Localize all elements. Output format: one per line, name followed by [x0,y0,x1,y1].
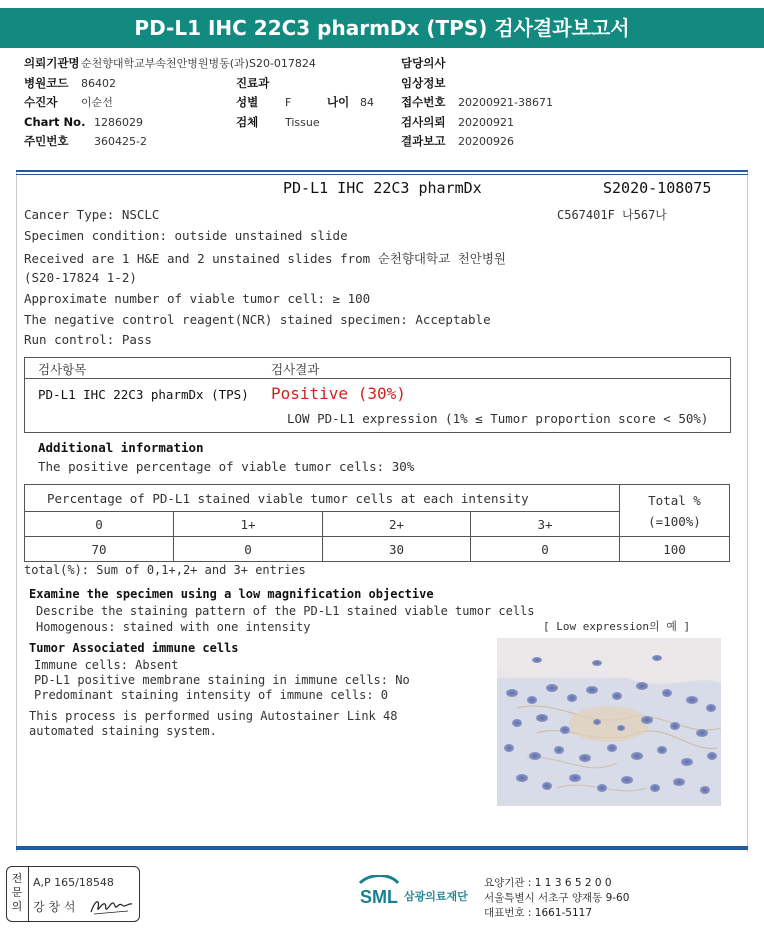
value-cell: 0 [471,537,620,562]
expression-level: LOW PD-L1 expression (1% ≤ Tumor proportion score < 50%) [287,411,709,426]
dept-label: 진료과 [236,75,270,90]
total-header [620,485,730,537]
ncr-status: The negative control reagent(NCR) stained specimen: Acceptable [24,312,491,327]
header-col-3 [401,54,553,152]
ref-code: C567401F 나567나 [557,208,667,222]
process-line-2: automated staining system. [29,724,217,738]
value-cell: 0 [174,537,323,562]
image-caption: [ Low expression의 예 ] [543,620,691,633]
header-value: 20200926 [458,135,514,148]
total-note: total(%): Sum of 0,1+,2+ and 3+ entries [24,563,306,577]
total-label-2: (=100%) [648,513,701,529]
table-row [25,537,730,562]
report-top-rule [16,170,748,172]
header-value: 1286029 [94,115,143,129]
test-item-header: 검사항목 [38,362,87,377]
org-phone: 대표번호 : 1661-5117 [484,907,593,919]
immune-line-1: Immune cells: Absent [34,658,179,672]
value-cell: 70 [25,537,174,562]
table-row [25,485,730,512]
header-label: 의뢰기관명 [24,56,80,70]
header-value: 이순선 [81,96,113,109]
viable-cells: Approximate number of viable tumor cell: ≥ 100 [24,291,371,306]
specimen-label: 검체 [236,114,259,129]
test-result-header: 검사결과 [271,362,320,377]
signature [88,894,134,918]
intensity-cell: 0 [25,512,174,537]
run-control: Run control: Pass [24,332,152,347]
ap-number: A,P 165/18548 [33,876,114,889]
report-top-rule-thin [16,174,748,175]
header-label: 검사의뢰 [401,114,446,129]
specimen-value: Tissue [285,115,320,129]
immune-line-2: PD-L1 positive membrane staining in immune cells: No [34,673,410,687]
sml-logo [356,875,402,911]
examine-line-1: Describe the staining pattern of the PD-L1 stained viable tumor cells [36,604,535,618]
report-id: S2020-108075 [603,179,712,197]
tumor-immune-title: Tumor Associated immune cells [29,641,239,655]
org-name: 삼광의료재단 [404,890,468,903]
age-value: 84 [360,96,374,109]
process-line-1: This process is performed using Autostainer Link 48 [29,709,398,723]
additional-text: The positive percentage of viable tumor cells: 30% [38,459,415,474]
intensity-table [24,484,730,562]
pathologist-name: 강 창 석 [33,900,76,914]
additional-title: Additional information [38,440,204,455]
header-label: 수진자 [24,95,58,109]
sml-logo-icon [356,875,402,911]
header-label: 주민번호 [24,134,69,148]
table-header: Percentage of PD-L1 stained viable tumor cells at each intensity [25,485,620,512]
report-bottom-rule [16,846,748,850]
examine-title: Examine the specimen using a low magnification objective [29,587,434,601]
cancer-type: Cancer Type: NSCLC [24,207,160,222]
header-label: 담당의사 [401,56,446,70]
sex-value: F [285,96,292,109]
test-item: PD-L1 IHC 22C3 pharmDx (TPS) [38,387,249,402]
header-label: 결과보고 [401,134,446,148]
examine-line-2: Homogenous: stained with one intensity [36,620,311,634]
stamp-divider [28,866,29,922]
header-label: 병원코드 [24,75,69,90]
header-label: 접수번호 [401,95,446,109]
report-test-name: PD-L1 IHC 22C3 pharmDx [283,179,482,197]
received-line-1: Received are 1 H&E and 2 unstained slides from 순천향대학교 천안병원 [24,251,506,266]
immune-line-3: Predominant staining intensity of immune cells: 0 [34,688,389,702]
org-code: 요양기관 : 1 1 3 6 5 2 0 0 [484,877,612,889]
specimen-condition: Specimen condition: outside unstained slide [24,228,348,243]
intensity-cell: 2+ [323,512,471,537]
signature-icon [88,894,134,918]
header-value: 20200921-38671 [458,96,553,109]
test-result-value: Positive (30%) [271,384,406,403]
total-value-cell: 100 [620,537,730,562]
ihc-sample-image [497,638,721,806]
header-value: 20200921 [458,115,514,129]
header-value: 86402 [81,76,116,90]
value-cell: 30 [323,537,471,562]
report-title: PD-L1 IHC 22C3 pharmDx (TPS) 검사결과보고서 [0,8,764,48]
ihc-micrograph [497,638,721,806]
intensity-cell: 3+ [471,512,620,537]
intensity-cell: 1+ [174,512,323,537]
received-line-2: (S20-17824 1-2) [24,270,137,285]
header-value: 360425-2 [94,135,147,148]
age-label: 나이 [327,95,350,109]
sex-label: 성별 [236,95,259,109]
org-address: 서울특별시 서초구 양재동 9-60 [484,892,630,904]
test-result-header-row [24,357,731,379]
header-col-2 [236,74,374,133]
logo-text: SML [360,887,398,907]
specialist-side-label: 전문의 [11,872,23,913]
header-value: 순천향대학교부속천안병원병동(과)S20-017824 [81,57,316,70]
header-label: Chart No. [24,114,86,129]
total-label-1: Total % [648,492,701,508]
header-label: 임상정보 [401,75,446,90]
